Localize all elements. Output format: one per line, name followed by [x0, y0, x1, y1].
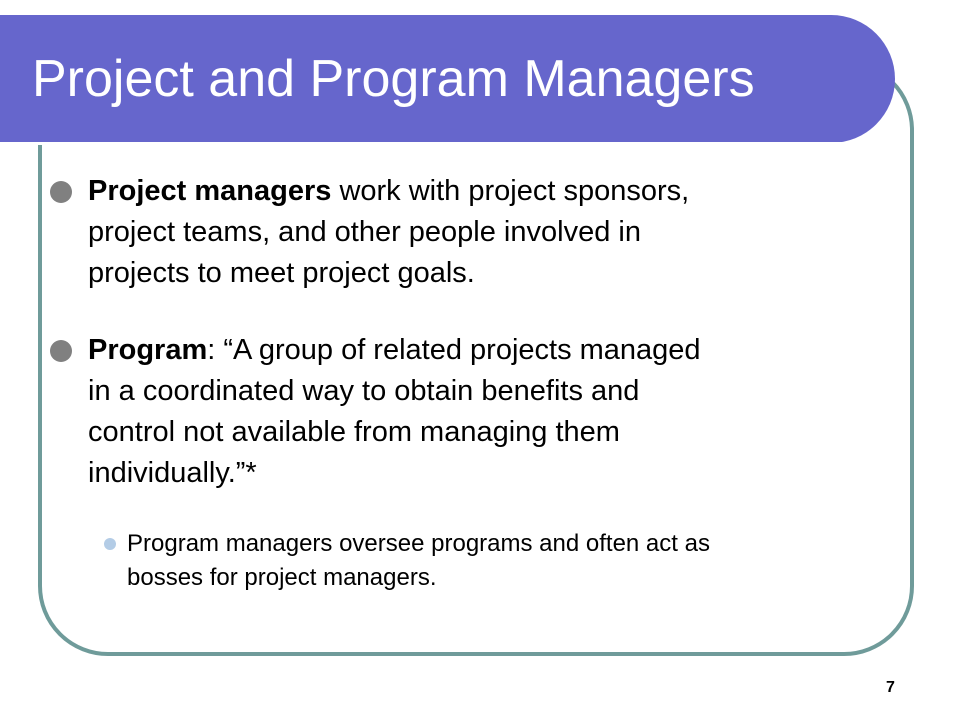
text-line: project teams, and other people involved in [88, 216, 641, 248]
text-line: projects to meet project goals. [88, 257, 475, 289]
sub-bullet-dot [104, 538, 116, 550]
sub-bullet-text-program-managers [127, 527, 917, 595]
title-divider [0, 142, 848, 145]
text-line: control not available from managing them [88, 416, 620, 448]
text-line: in a coordinated way to obtain benefits and [88, 375, 640, 407]
bullet-text-program [88, 330, 878, 494]
bullet-dot [50, 181, 72, 203]
title-bar [0, 15, 895, 143]
bold-term: Program [88, 334, 208, 366]
text-line [88, 330, 878, 371]
slide-number: 7 [886, 679, 895, 696]
text-span: : “A group of related projects managed [207, 334, 701, 366]
text-line: bosses for project managers. [127, 564, 437, 591]
bold-term: Project managers [88, 175, 332, 207]
text-line [88, 171, 878, 212]
slide-title: Project and Program Managers [32, 50, 755, 108]
bullet-dot [50, 340, 72, 362]
text-line: Program managers oversee programs and often act as [127, 530, 710, 557]
text-span: work with project sponsors, [331, 175, 690, 207]
bullet-text-project-managers [88, 171, 878, 294]
text-line: individually.”* [88, 457, 257, 489]
